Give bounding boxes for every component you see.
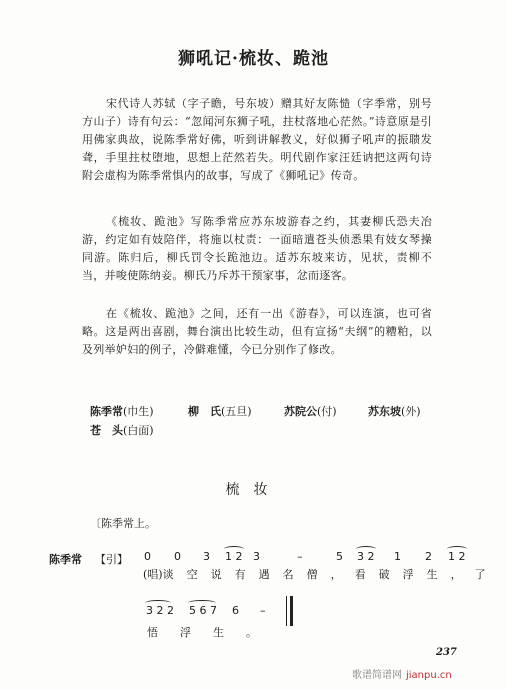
slur-mark: [356, 546, 376, 552]
cast-item: 柳 氏(五旦): [188, 405, 252, 418]
final-barline: [290, 596, 293, 626]
score-note: –: [297, 550, 303, 563]
score-note: 5: [336, 550, 343, 563]
score-note: 6: [232, 604, 239, 617]
score-note: 1 2: [448, 550, 466, 563]
score-note: 2: [425, 550, 432, 563]
cast-item: 苍 头(白面): [90, 424, 154, 437]
slur-mark: [145, 600, 171, 606]
score-note: –: [260, 604, 266, 617]
slur-mark: [224, 546, 244, 552]
watermark: 歌谱简谱网 jianpu.cn: [352, 670, 452, 681]
final-barline: [286, 596, 287, 626]
score-note: 0: [144, 550, 151, 563]
score-lyrics: 悟浮生。: [147, 626, 279, 639]
intro-paragraph-1: 宋代诗人苏轼（字子瞻，号东坡）赠其好友陈慥（字季常，别号方山子）诗有句云：“忽闻河东狮子吼，拄杖落地心茫然。”诗意原是引用佛家典故，说陈季常好佛，听到讲解教义，好似狮子吼声的振聩发聋，手里拄杖堕地，思想上茫然若失。明代剧作家汪廷讷把这两句诗附会虚构为陈季常惧内的故事，写成了《狮吼记》传奇。: [82, 97, 432, 182]
cast-item: 苏东坡(外): [368, 405, 421, 418]
score-note: 3: [203, 550, 210, 563]
singer-name: 陈季常: [49, 553, 82, 566]
intro-paragraph-2: 《梳妆、跪池》写陈季常应苏东坡游春之约，其妻柳氏恐夫冶游，约定如有妓陪伴，将施以杖责：一面暗遣苍头侦悉果有妓女琴操同游。陈归后，柳氏罚令长跪池边。适苏东坡来访，见状，责柳不当，并唆使陈纳妾。柳氏乃斥苏干预家事，忿而逐客。: [82, 215, 432, 282]
scene-title: 梳妆: [225, 482, 282, 498]
intro-paragraph-3: 在《梳妆、跪池》之间，还有一出《游春》，可以连演，也可省略。这是两出喜剧，舞台演出比较生动，但有宣扬“夫纲”的糟粕，以及列举妒妇的例子，冷僻难懂，今已分别作了修改。: [82, 307, 432, 356]
score-note: 3: [253, 550, 260, 563]
score-note: 3 2 2: [146, 604, 174, 617]
page-number: 237: [436, 647, 457, 658]
score-note: 3 2: [357, 550, 375, 563]
page-title: 狮吼记·梳妆、跪池: [178, 49, 329, 69]
stage-direction: 〔陈季常上。: [90, 517, 156, 530]
score-lyrics: (唱)谈空说有遇名僧，看破浮生，了: [143, 568, 499, 581]
cast-item: 陈季常(巾生): [90, 405, 154, 418]
score-note: 1: [394, 550, 401, 563]
cast-item: 苏院公(付): [284, 405, 337, 418]
score-note: 0: [174, 550, 181, 563]
tune-label: 【引】: [95, 553, 128, 566]
slur-mark: [188, 600, 216, 606]
score-note: 5 6 7: [189, 604, 217, 617]
slur-mark: [447, 546, 467, 552]
score-note: 1 2: [225, 550, 243, 563]
